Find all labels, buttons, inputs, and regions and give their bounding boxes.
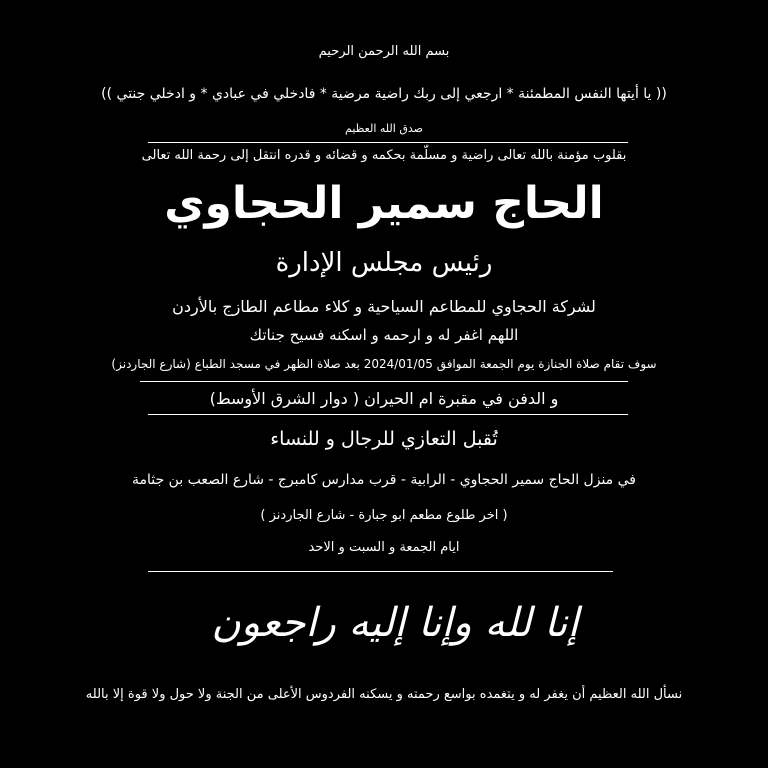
condolence-days: ايام الجمعة و السبت و الاحد (308, 540, 460, 555)
funeral-details: سوف تقام صلاة الجنازة يوم الجمعة الموافق 2024/01/05 بعد صلاة الظهر في مسجد الطباع (شارع الجاردنز) (111, 357, 657, 371)
prayer-text: اللهم اغفر له و ارحمه و اسكنه فسيح جناتك (249, 326, 519, 344)
deceased-position: رئيس مجلس الإدارة (275, 248, 493, 278)
burial-details: و الدفن في مقبرة ام الحيران ( دوار الشرق الأوسط) (209, 389, 559, 408)
divider-middle (140, 381, 628, 382)
company-name: لشركة الحجاوي للمطاعم السياحية و كلاء مطاعم الطازج بالأردن (172, 297, 596, 316)
deceased-name: الحاج سمير الحجاوي (164, 178, 604, 229)
condolence-address: في منزل الحاج سمير الحجاوي - الرابية - قرب مدارس كامبرج - شارع الصعب بن جثامة (132, 472, 636, 488)
calligraphy-text: إنا لله وإنا إليه راجعون (211, 600, 579, 646)
divider-burial (148, 414, 628, 415)
divider-bottom (148, 571, 613, 572)
closing-prayer: نسأل الله العظيم أن يغفر له و يتغمده بواسع رحمته و يسكنه الفردوس الأعلى من الجنة ولا حول ولا قوة إلا بالله (85, 687, 683, 702)
basmala: بسم الله الرحمن الرحيم (318, 44, 450, 59)
intro-text: بقلوب مؤمنة بالله تعالى راضية و مسلّمة بحكمه و قضائه و قدره انتقل إلى رحمة الله تعالى (141, 148, 627, 163)
condolence-address-note: ( اخر طلوع مطعم ابو جبارة - شارع الجاردنز ) (260, 508, 508, 523)
divider-top (148, 142, 628, 143)
quran-verse: (( يا أيتها النفس المطمئنة * ارجعي إلى ربك راضية مرضية * فادخلي في عبادي * و ادخلي جنتي )) (101, 86, 667, 102)
verse-attribution: صدق الله العظيم (345, 122, 423, 135)
calligraphy-inna-lillah (170, 588, 620, 652)
condolence-heading: تُقبل التعازي للرجال و للنساء (270, 428, 498, 450)
